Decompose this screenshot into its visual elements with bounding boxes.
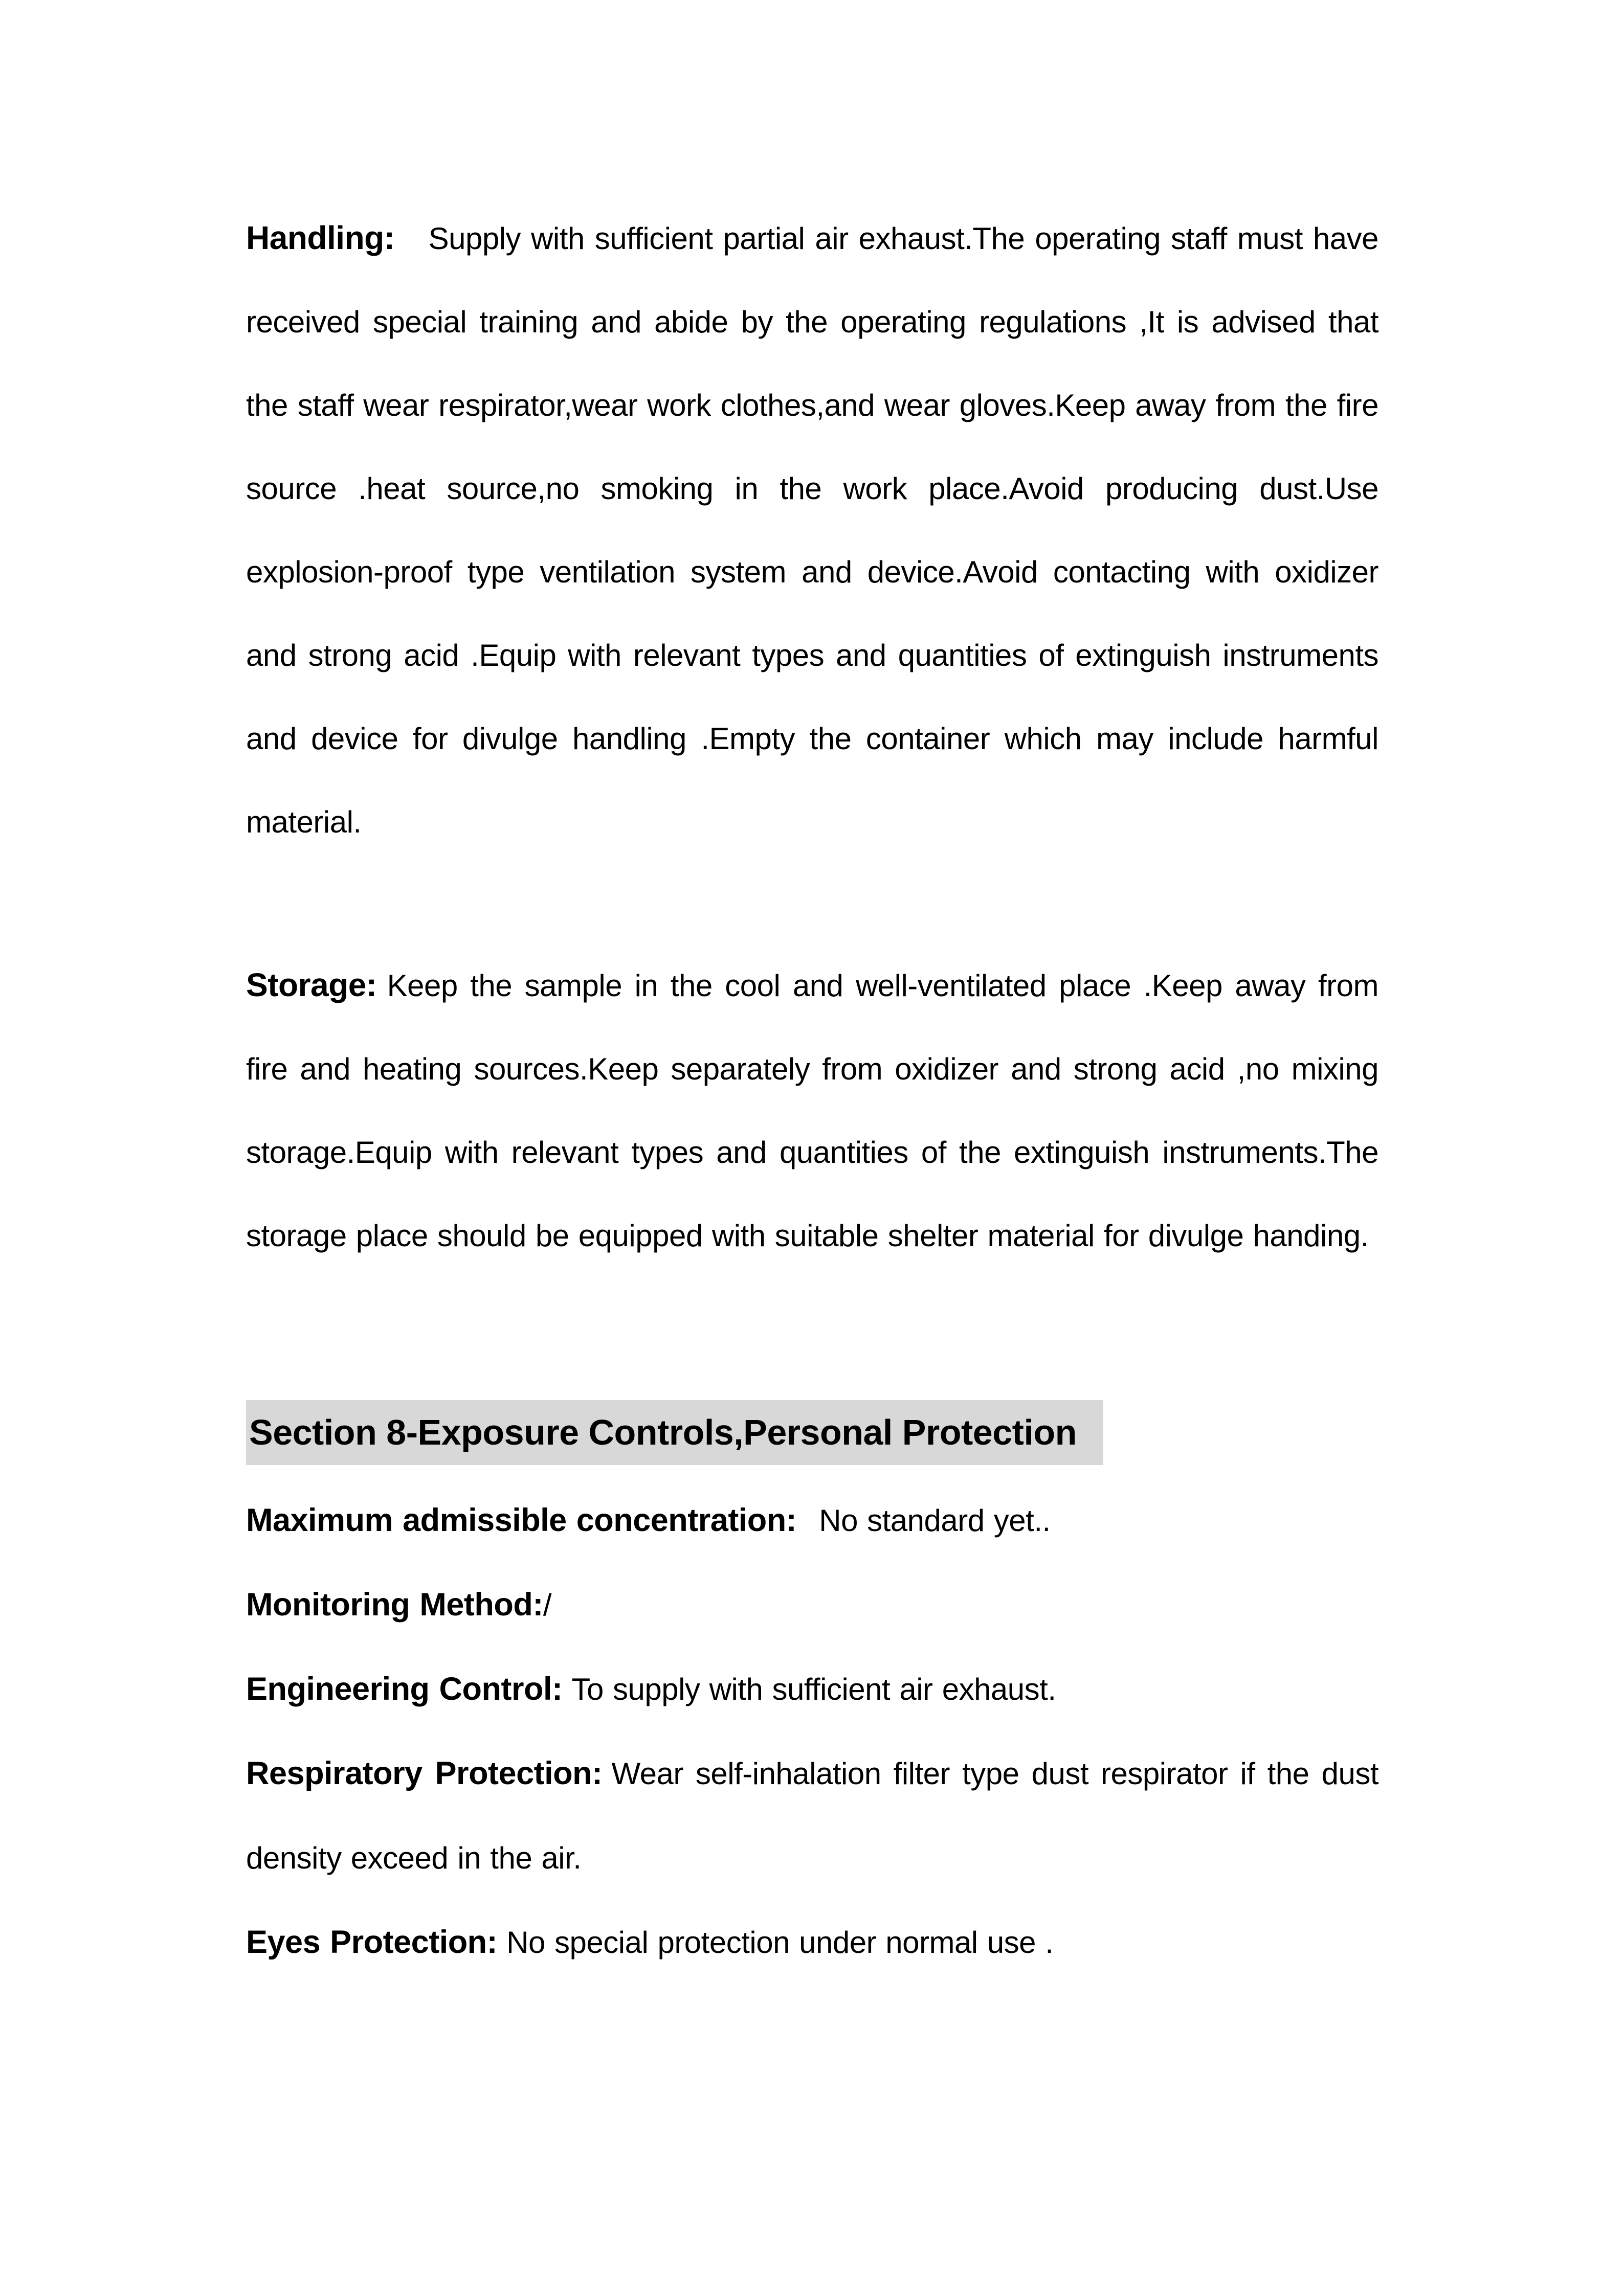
respiratory-protection-row [246, 1731, 1378, 1900]
respiratory-protection-value: Wear self-inhalation filter type dust respirator if the dust density exceed in the air. [246, 1757, 1379, 1875]
monitoring-method-label: Monitoring Method: [246, 1587, 543, 1623]
section-8-items [246, 1478, 1378, 1985]
max-admissible-concentration-value: No standard yet.. [819, 1503, 1051, 1538]
monitoring-method-value: / [543, 1588, 551, 1622]
handling-paragraph [246, 196, 1378, 864]
eyes-protection-row [246, 1900, 1378, 1985]
handling-label: Handling: [246, 219, 395, 256]
section-8-title: Section 8-Exposure Controls,Personal Protection [246, 1400, 1103, 1465]
section-8-heading-row [246, 1400, 1378, 1465]
max-admissible-concentration-label: Maximum admissible concentration: [246, 1502, 797, 1538]
eyes-protection-value: No special protection under normal use . [506, 1925, 1054, 1960]
engineering-control-label: Engineering Control: [246, 1671, 563, 1707]
storage-paragraph [246, 943, 1378, 1277]
respiratory-protection-label: Respiratory Protection: [246, 1755, 603, 1791]
storage-label: Storage: [246, 966, 377, 1003]
monitoring-method-row [246, 1563, 1378, 1647]
engineering-control-value: To supply with sufficient air exhaust. [571, 1672, 1056, 1706]
handling-text: Supply with sufficient partial air exhaust.The operating staff must have received special training and abide by the operating regulations ,It is advised that the staff wear respirator,wear work clothes,and wear gloves.Keep away from the fire source .heat source,no smoking in the work place.Avoid producing dust.Use explosion-proof type ventilation system and device.Avoid contacting with oxidizer and strong acid .Equip with relevant types and quantities of extinguish instruments and device for divulge handling .Empty the container which may include harmful material. [246, 221, 1378, 839]
eyes-protection-label: Eyes Protection: [246, 1924, 498, 1960]
storage-text: Keep the sample in the cool and well-ventilated place .Keep away from fire and heating sources.Keep separately from oxidizer and strong acid ,no mixing storage.Equip with relevant types and quantities of the extinguish instruments.The storage place should be equipped with suitable shelter material for divulge handing. [246, 969, 1378, 1253]
max-admissible-concentration-row [246, 1478, 1378, 1563]
engineering-control-row [246, 1647, 1378, 1731]
